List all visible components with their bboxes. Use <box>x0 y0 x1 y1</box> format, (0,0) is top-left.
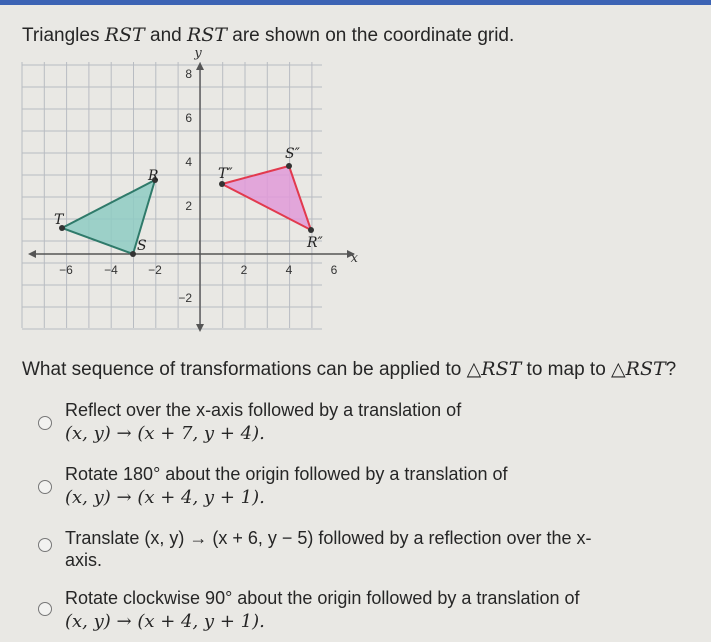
vertex-s-label: S <box>137 238 147 254</box>
option-line: Reflect over the x-axis followed by a translation of <box>65 400 462 420</box>
question-text <box>22 358 676 381</box>
vertex-r-image-label: R″ <box>307 235 323 251</box>
triangle-name: △RST <box>611 358 666 380</box>
y-tick-label: 8 <box>185 67 192 81</box>
option-line: Rotate 180° about the origin followed by a translation of <box>65 464 508 484</box>
question-part: ? <box>665 359 677 380</box>
option-line: Rotate clockwise 90° about the origin followed by a translation of <box>65 588 580 608</box>
radio-button[interactable] <box>38 538 52 552</box>
x-axis-label: x <box>350 251 358 266</box>
vertex-s-image-label: S″ <box>285 146 300 162</box>
triangle-name: RST <box>186 24 227 46</box>
prompt-part: are shown on the coordinate grid. <box>226 25 515 46</box>
x-tick-label: −4 <box>104 263 118 277</box>
x-tick-labels <box>59 263 338 277</box>
option-expression: (x, y) → (x + 4, y + 1). <box>65 611 265 632</box>
triangle-name: △RST <box>466 358 522 380</box>
option-expression: (x, y) → (x + 7, y + 4). <box>65 423 265 444</box>
prompt-part: Triangles <box>22 25 105 46</box>
top-accent-bar <box>0 0 711 5</box>
y-tick-label: −2 <box>178 291 192 305</box>
vertex-s-image <box>286 163 292 169</box>
option-line: Translate (x, y) → (x + 6, y − 5) followed by a reflection over the x- <box>65 528 592 548</box>
y-tick-label: 6 <box>185 111 192 125</box>
option-expression: (x, y) → (x + 4, y + 1). <box>65 487 265 508</box>
vertex-t-image-label: T″ <box>218 166 233 182</box>
radio-button[interactable] <box>38 480 52 494</box>
coordinate-grid <box>22 48 357 338</box>
prompt-part: and <box>144 25 187 46</box>
y-axis-label: y <box>194 46 202 61</box>
x-axis-left-arrow <box>28 250 36 258</box>
x-tick-label: −2 <box>148 263 162 277</box>
vertex-r-label: R <box>148 168 159 184</box>
prompt-text <box>22 24 514 47</box>
radio-button[interactable] <box>38 416 52 430</box>
radio-button[interactable] <box>38 602 52 616</box>
triangle-name: RST <box>104 24 145 46</box>
x-tick-label: 2 <box>240 263 248 277</box>
triangle-image <box>222 166 311 230</box>
vertex-r-image <box>308 227 314 233</box>
y-tick-label: 4 <box>185 155 192 169</box>
vertex-t-label: T <box>54 212 64 228</box>
y-tick-label: 2 <box>185 199 192 213</box>
y-tick-labels <box>178 67 192 305</box>
question-part: to map to <box>521 359 612 380</box>
x-tick-label: 4 <box>285 263 293 277</box>
question-part: What sequence of transformations can be applied to <box>22 359 467 380</box>
y-axis-bottom-arrow <box>196 324 204 332</box>
y-axis-top-arrow <box>196 62 204 70</box>
option-line: axis. <box>65 550 103 570</box>
x-tick-label: −6 <box>59 263 73 277</box>
vertex-s <box>130 251 136 257</box>
x-tick-label: 6 <box>330 263 338 277</box>
